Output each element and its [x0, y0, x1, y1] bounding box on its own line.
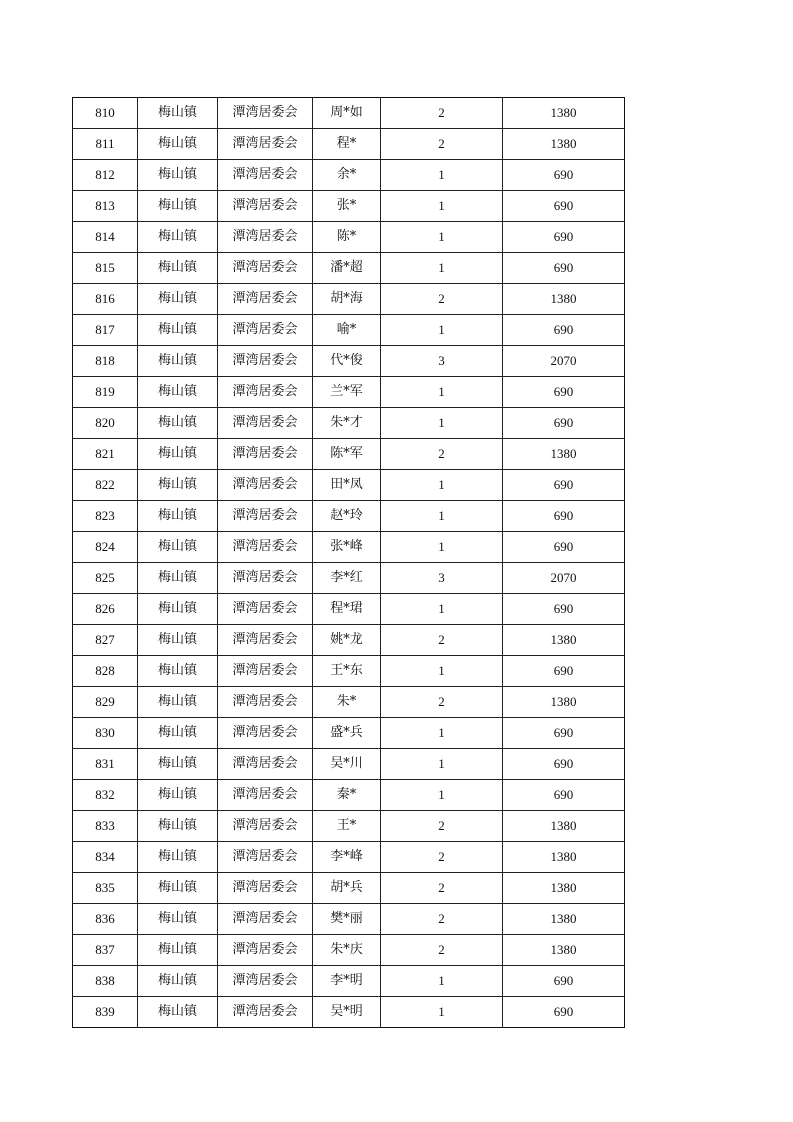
- table-row: [73, 377, 625, 408]
- serial-number-cell: 828: [73, 656, 138, 687]
- committee-cell: 潭湾居委会: [218, 501, 313, 532]
- committee-cell: 潭湾居委会: [218, 191, 313, 222]
- serial-number-cell: 821: [73, 439, 138, 470]
- household-size-cell: 1: [381, 253, 503, 284]
- committee-cell: 潭湾居委会: [218, 160, 313, 191]
- committee-cell: 潭湾居委会: [218, 656, 313, 687]
- serial-number-cell: 820: [73, 408, 138, 439]
- town-cell: 梅山镇: [138, 191, 218, 222]
- serial-number-cell: 829: [73, 687, 138, 718]
- table-row: [73, 873, 625, 904]
- household-size-cell: 2: [381, 811, 503, 842]
- committee-cell: 潭湾居委会: [218, 904, 313, 935]
- household-size-cell: 1: [381, 160, 503, 191]
- household-size-cell: 1: [381, 222, 503, 253]
- name-cell: 吴*明: [313, 997, 381, 1028]
- household-size-cell: 1: [381, 315, 503, 346]
- committee-cell: 潭湾居委会: [218, 222, 313, 253]
- household-size-cell: 1: [381, 408, 503, 439]
- amount-cell: 690: [503, 222, 625, 253]
- town-cell: 梅山镇: [138, 129, 218, 160]
- table-row: [73, 656, 625, 687]
- household-size-cell: 2: [381, 873, 503, 904]
- committee-cell: 潭湾居委会: [218, 749, 313, 780]
- amount-cell: 690: [503, 191, 625, 222]
- household-size-cell: 2: [381, 842, 503, 873]
- amount-cell: 1380: [503, 687, 625, 718]
- name-cell: 吴*川: [313, 749, 381, 780]
- table-row: [73, 284, 625, 315]
- name-cell: 周*如: [313, 98, 381, 129]
- committee-cell: 潭湾居委会: [218, 625, 313, 656]
- household-size-cell: 2: [381, 284, 503, 315]
- committee-cell: 潭湾居委会: [218, 346, 313, 377]
- serial-number-cell: 818: [73, 346, 138, 377]
- committee-cell: 潭湾居委会: [218, 284, 313, 315]
- town-cell: 梅山镇: [138, 594, 218, 625]
- town-cell: 梅山镇: [138, 346, 218, 377]
- table-row: [73, 129, 625, 160]
- serial-number-cell: 813: [73, 191, 138, 222]
- household-size-cell: 2: [381, 439, 503, 470]
- table-row: [73, 935, 625, 966]
- town-cell: 梅山镇: [138, 718, 218, 749]
- serial-number-cell: 832: [73, 780, 138, 811]
- name-cell: 张*: [313, 191, 381, 222]
- serial-number-cell: 836: [73, 904, 138, 935]
- household-size-cell: 1: [381, 749, 503, 780]
- amount-cell: 1380: [503, 842, 625, 873]
- committee-cell: 潭湾居委会: [218, 687, 313, 718]
- town-cell: 梅山镇: [138, 377, 218, 408]
- table-row: [73, 160, 625, 191]
- name-cell: 田*凤: [313, 470, 381, 501]
- household-size-cell: 1: [381, 191, 503, 222]
- serial-number-cell: 831: [73, 749, 138, 780]
- serial-number-cell: 825: [73, 563, 138, 594]
- committee-cell: 潭湾居委会: [218, 439, 313, 470]
- town-cell: 梅山镇: [138, 315, 218, 346]
- amount-cell: 1380: [503, 873, 625, 904]
- town-cell: 梅山镇: [138, 563, 218, 594]
- amount-cell: 690: [503, 470, 625, 501]
- data-table: [72, 97, 625, 1028]
- amount-cell: 1380: [503, 129, 625, 160]
- serial-number-cell: 815: [73, 253, 138, 284]
- amount-cell: 690: [503, 315, 625, 346]
- name-cell: 张*峰: [313, 532, 381, 563]
- household-size-cell: 2: [381, 98, 503, 129]
- name-cell: 程*: [313, 129, 381, 160]
- name-cell: 代*俊: [313, 346, 381, 377]
- household-size-cell: 2: [381, 904, 503, 935]
- committee-cell: 潭湾居委会: [218, 966, 313, 997]
- table-row: [73, 98, 625, 129]
- table-row: [73, 625, 625, 656]
- table-row: [73, 811, 625, 842]
- name-cell: 朱*: [313, 687, 381, 718]
- town-cell: 梅山镇: [138, 966, 218, 997]
- town-cell: 梅山镇: [138, 656, 218, 687]
- amount-cell: 690: [503, 532, 625, 563]
- committee-cell: 潭湾居委会: [218, 408, 313, 439]
- amount-cell: 690: [503, 594, 625, 625]
- serial-number-cell: 816: [73, 284, 138, 315]
- table-row: [73, 842, 625, 873]
- committee-cell: 潭湾居委会: [218, 935, 313, 966]
- serial-number-cell: 837: [73, 935, 138, 966]
- committee-cell: 潭湾居委会: [218, 780, 313, 811]
- name-cell: 赵*玲: [313, 501, 381, 532]
- household-size-cell: 2: [381, 625, 503, 656]
- household-size-cell: 1: [381, 594, 503, 625]
- household-size-cell: 1: [381, 532, 503, 563]
- town-cell: 梅山镇: [138, 501, 218, 532]
- amount-cell: 690: [503, 997, 625, 1028]
- table-row: [73, 253, 625, 284]
- name-cell: 陈*: [313, 222, 381, 253]
- amount-cell: 1380: [503, 439, 625, 470]
- committee-cell: 潭湾居委会: [218, 811, 313, 842]
- name-cell: 潘*超: [313, 253, 381, 284]
- amount-cell: 690: [503, 780, 625, 811]
- table-row: [73, 470, 625, 501]
- serial-number-cell: 812: [73, 160, 138, 191]
- name-cell: 盛*兵: [313, 718, 381, 749]
- table-row: [73, 315, 625, 346]
- town-cell: 梅山镇: [138, 160, 218, 191]
- committee-cell: 潭湾居委会: [218, 532, 313, 563]
- table-row: [73, 997, 625, 1028]
- amount-cell: 1380: [503, 625, 625, 656]
- town-cell: 梅山镇: [138, 842, 218, 873]
- town-cell: 梅山镇: [138, 284, 218, 315]
- amount-cell: 690: [503, 656, 625, 687]
- town-cell: 梅山镇: [138, 904, 218, 935]
- amount-cell: 690: [503, 160, 625, 191]
- name-cell: 樊*丽: [313, 904, 381, 935]
- amount-cell: 690: [503, 718, 625, 749]
- amount-cell: 690: [503, 253, 625, 284]
- table-row: [73, 594, 625, 625]
- committee-cell: 潭湾居委会: [218, 873, 313, 904]
- name-cell: 陈*军: [313, 439, 381, 470]
- serial-number-cell: 822: [73, 470, 138, 501]
- town-cell: 梅山镇: [138, 532, 218, 563]
- table-row: [73, 501, 625, 532]
- name-cell: 姚*龙: [313, 625, 381, 656]
- table-row: [73, 222, 625, 253]
- name-cell: 秦*: [313, 780, 381, 811]
- committee-cell: 潭湾居委会: [218, 563, 313, 594]
- town-cell: 梅山镇: [138, 439, 218, 470]
- name-cell: 喻*: [313, 315, 381, 346]
- name-cell: 李*峰: [313, 842, 381, 873]
- amount-cell: 690: [503, 501, 625, 532]
- serial-number-cell: 817: [73, 315, 138, 346]
- name-cell: 李*红: [313, 563, 381, 594]
- name-cell: 王*东: [313, 656, 381, 687]
- table-body: [73, 98, 625, 1028]
- table-row: [73, 191, 625, 222]
- household-size-cell: 3: [381, 563, 503, 594]
- name-cell: 朱*庆: [313, 935, 381, 966]
- amount-cell: 690: [503, 749, 625, 780]
- committee-cell: 潭湾居委会: [218, 997, 313, 1028]
- amount-cell: 1380: [503, 904, 625, 935]
- name-cell: 胡*海: [313, 284, 381, 315]
- amount-cell: 1380: [503, 284, 625, 315]
- table-row: [73, 780, 625, 811]
- committee-cell: 潭湾居委会: [218, 842, 313, 873]
- town-cell: 梅山镇: [138, 625, 218, 656]
- serial-number-cell: 824: [73, 532, 138, 563]
- household-size-cell: 3: [381, 346, 503, 377]
- committee-cell: 潭湾居委会: [218, 718, 313, 749]
- serial-number-cell: 835: [73, 873, 138, 904]
- town-cell: 梅山镇: [138, 935, 218, 966]
- table-row: [73, 439, 625, 470]
- amount-cell: 690: [503, 408, 625, 439]
- serial-number-cell: 811: [73, 129, 138, 160]
- name-cell: 程*珺: [313, 594, 381, 625]
- table-row: [73, 749, 625, 780]
- committee-cell: 潭湾居委会: [218, 129, 313, 160]
- town-cell: 梅山镇: [138, 780, 218, 811]
- table-row: [73, 687, 625, 718]
- town-cell: 梅山镇: [138, 408, 218, 439]
- serial-number-cell: 826: [73, 594, 138, 625]
- serial-number-cell: 819: [73, 377, 138, 408]
- household-size-cell: 1: [381, 718, 503, 749]
- amount-cell: 2070: [503, 563, 625, 594]
- household-size-cell: 1: [381, 656, 503, 687]
- household-size-cell: 1: [381, 377, 503, 408]
- town-cell: 梅山镇: [138, 98, 218, 129]
- table-row: [73, 563, 625, 594]
- table-row: [73, 718, 625, 749]
- name-cell: 朱*才: [313, 408, 381, 439]
- town-cell: 梅山镇: [138, 811, 218, 842]
- household-size-cell: 1: [381, 997, 503, 1028]
- committee-cell: 潭湾居委会: [218, 377, 313, 408]
- household-size-cell: 2: [381, 129, 503, 160]
- serial-number-cell: 810: [73, 98, 138, 129]
- table-row: [73, 904, 625, 935]
- serial-number-cell: 830: [73, 718, 138, 749]
- household-size-cell: 2: [381, 935, 503, 966]
- town-cell: 梅山镇: [138, 222, 218, 253]
- serial-number-cell: 838: [73, 966, 138, 997]
- name-cell: 余*: [313, 160, 381, 191]
- committee-cell: 潭湾居委会: [218, 470, 313, 501]
- town-cell: 梅山镇: [138, 873, 218, 904]
- town-cell: 梅山镇: [138, 470, 218, 501]
- amount-cell: 1380: [503, 935, 625, 966]
- household-size-cell: 1: [381, 470, 503, 501]
- committee-cell: 潭湾居委会: [218, 98, 313, 129]
- committee-cell: 潭湾居委会: [218, 315, 313, 346]
- serial-number-cell: 827: [73, 625, 138, 656]
- household-size-cell: 2: [381, 687, 503, 718]
- amount-cell: 690: [503, 966, 625, 997]
- committee-cell: 潭湾居委会: [218, 253, 313, 284]
- household-size-cell: 1: [381, 780, 503, 811]
- committee-cell: 潭湾居委会: [218, 594, 313, 625]
- name-cell: 胡*兵: [313, 873, 381, 904]
- serial-number-cell: 839: [73, 997, 138, 1028]
- amount-cell: 2070: [503, 346, 625, 377]
- town-cell: 梅山镇: [138, 997, 218, 1028]
- amount-cell: 1380: [503, 811, 625, 842]
- table-row: [73, 346, 625, 377]
- amount-cell: 690: [503, 377, 625, 408]
- serial-number-cell: 814: [73, 222, 138, 253]
- town-cell: 梅山镇: [138, 687, 218, 718]
- table-row: [73, 408, 625, 439]
- serial-number-cell: 823: [73, 501, 138, 532]
- serial-number-cell: 834: [73, 842, 138, 873]
- town-cell: 梅山镇: [138, 749, 218, 780]
- household-size-cell: 1: [381, 966, 503, 997]
- name-cell: 兰*军: [313, 377, 381, 408]
- name-cell: 李*明: [313, 966, 381, 997]
- household-size-cell: 1: [381, 501, 503, 532]
- table-row: [73, 532, 625, 563]
- town-cell: 梅山镇: [138, 253, 218, 284]
- amount-cell: 1380: [503, 98, 625, 129]
- serial-number-cell: 833: [73, 811, 138, 842]
- table-row: [73, 966, 625, 997]
- name-cell: 王*: [313, 811, 381, 842]
